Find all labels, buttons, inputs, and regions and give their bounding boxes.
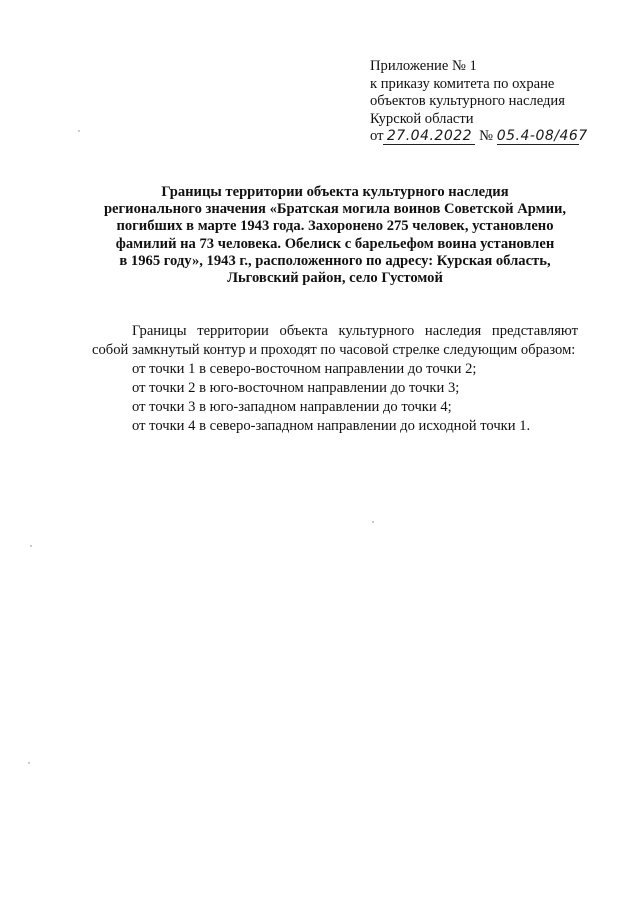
appendix-block (370, 58, 630, 146)
boundary-list-item: от точки 2 в юго-восточном направлении до точки 3; (132, 380, 460, 396)
number-label: № (479, 128, 494, 145)
scan-speck (28, 762, 30, 764)
boundary-list-item: от точки 3 в юго-западном направлении до точки 4; (132, 399, 452, 415)
handwritten-date: 27.04.2022 (383, 129, 475, 145)
appendix-date-number-line (370, 128, 630, 146)
appendix-number: Приложение № 1 (370, 58, 477, 74)
boundary-list-item: от точки 1 в северо-восточном направлении до точки 2; (132, 361, 477, 377)
appendix-order-line: к приказу комитета по охране (370, 75, 555, 92)
boundary-description-paragraph: Границы территории объекта культурного наследия представляют собой замкнутый контур и проходят по часовой стрелке следующим образом: (92, 323, 578, 358)
title-line: Льговский район, село Густомой (227, 270, 443, 287)
from-label: от (370, 128, 384, 145)
title-line: фамилий на 73 человека. Обелиск с барельефом воина установлен (115, 235, 555, 252)
scan-speck (30, 545, 32, 547)
boundary-list-item: от точки 4 в северо-западном направлении до исходной точки 1. (132, 418, 531, 434)
appendix-committee-line: объектов культурного наследия (370, 93, 565, 110)
scan-speck (78, 130, 80, 132)
document-body (92, 322, 578, 436)
title-line: погибших в марте 1943 года. Захоронено 275 человек, установлено (116, 218, 554, 235)
title-line: регионального значения «Братская могила воинов Советской Армии, (103, 201, 567, 218)
scan-speck (372, 521, 374, 523)
appendix-region-line: Курской области (370, 110, 474, 127)
handwritten-order-number: 05.4-08/467 (496, 128, 588, 145)
document-title (85, 184, 585, 287)
title-line: в 1965 году», 1943 г., расположенного по адресу: Курская область, (119, 252, 551, 269)
title-line: Границы территории объекта культурного наследия (161, 184, 509, 200)
